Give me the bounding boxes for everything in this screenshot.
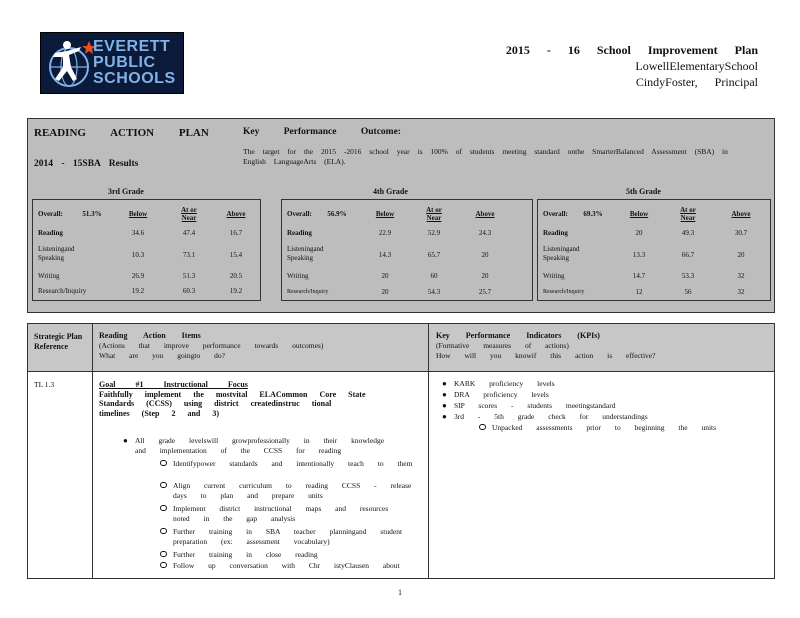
action-items-sub1: (Actions that improve performance towards outcomes): [99, 341, 324, 350]
cell-near: 52.9: [427, 229, 441, 237]
sub-item-text: Align current curriculum to reading CCSS - release days to plan and prepare units: [173, 481, 412, 500]
cell-near: 53.3: [681, 272, 695, 280]
circle-bullet-icon: [160, 460, 167, 466]
kpo-label: Key Performance Outcome:: [243, 127, 401, 137]
overall-label: Overall:: [543, 210, 568, 218]
cell-below: 12: [635, 288, 643, 296]
cell-above: 15.4: [229, 251, 243, 259]
grade-3-results: [32, 199, 261, 301]
goal-title: Goal #1 Instructional Focus: [99, 380, 248, 389]
row-label: Reading: [287, 229, 312, 237]
cell-near: 66.7: [681, 251, 695, 259]
row-label: Writing: [543, 272, 565, 280]
action-plan-title: READING ACTION PLAN: [34, 127, 209, 139]
kpi-text: DRA proficiency levels: [454, 390, 549, 399]
list-item: [492, 423, 762, 433]
goal-line-3: timelines (Step 2 and 3): [99, 408, 219, 418]
row-label: Listeningand Speaking: [287, 245, 324, 262]
circle-bullet-icon: [160, 482, 167, 488]
col-at-or-near: At or Near: [426, 206, 442, 222]
cell-above: 20: [737, 251, 745, 259]
goal-line-2: Standards (CCSS) using district createdinstruc tional: [99, 399, 332, 408]
cell-near: 60.3: [182, 287, 196, 295]
grade-3-label: 3rd Grade: [108, 187, 144, 196]
list-item: [442, 390, 754, 400]
logo-line-3: SCHOOLS: [93, 70, 176, 87]
cell-above: 30.7: [734, 229, 748, 237]
circle-bullet-icon: [160, 562, 167, 568]
kpis-heading: Key Performance Indicators (KPIs): [436, 331, 600, 340]
col-above: Above: [731, 210, 751, 218]
school-name: LowellElementarySchool: [635, 59, 758, 73]
cell-above: 20.5: [229, 272, 243, 280]
cell-above: 32: [737, 272, 745, 280]
action-items-table: [27, 323, 775, 579]
col-kpis: [436, 331, 766, 361]
cell-above: 32: [737, 288, 745, 296]
cell-near: 51.3: [182, 272, 196, 280]
row-label: Writing: [287, 272, 309, 280]
cell-above: 25.7: [478, 288, 492, 296]
action-items-heading: Reading Action Items: [99, 331, 201, 340]
overall-value: 69.3%: [583, 210, 603, 218]
bullet-icon: ●: [442, 379, 447, 388]
plan-title: 2015 - 16 School Improvement Plan: [505, 43, 758, 57]
action-items-sub2: What are you goingto do?: [99, 351, 225, 360]
cell-below: 26.9: [131, 272, 145, 280]
col-above: Above: [226, 210, 246, 218]
cell-below: 20: [635, 229, 643, 237]
cell-near: 54.3: [427, 288, 441, 296]
grade-5-results: [537, 199, 771, 301]
page-number: 1: [398, 588, 402, 597]
cell-near: 73.1: [182, 251, 196, 259]
logo-line-2: PUBLIC: [93, 54, 156, 71]
cell-near: 49.3: [681, 229, 695, 237]
page-header: [506, 42, 758, 90]
col-above: Above: [475, 210, 495, 218]
list-item: [173, 550, 413, 560]
col-below: Below: [375, 210, 395, 218]
col-strategic-plan-ref: Strategic Plan Reference: [34, 332, 83, 351]
row-label: Listeningand Speaking: [543, 245, 580, 262]
cell-below: 14.7: [632, 272, 646, 280]
grade-4-label: 4th Grade: [373, 187, 408, 196]
list-item: [173, 459, 413, 469]
grade-4-results: [281, 199, 533, 301]
cell-above: 20: [481, 272, 489, 280]
row-label: Reading: [38, 229, 63, 237]
cell-near: 56: [684, 288, 692, 296]
cell-near: 65.7: [427, 251, 441, 259]
cell-below: 14.3: [378, 251, 392, 259]
district-logo: [40, 32, 184, 94]
cell-above: 24.3: [478, 229, 492, 237]
kpi-text: SIP scores - students meetingstandard: [454, 401, 616, 410]
cell-below: 10.3: [131, 251, 145, 259]
cell-below: 13.3: [632, 251, 646, 259]
reading-action-plan-box: [27, 118, 775, 313]
cell-above: 16.7: [229, 229, 243, 237]
row-label: Research/Inquiry: [543, 289, 585, 295]
grade-5-label: 5th Grade: [626, 187, 661, 196]
star-figure-icon: [45, 37, 97, 91]
kpi-sub-text: Unpacked assessments prior to beginning the units: [492, 423, 717, 432]
principal-name: CindyFoster, Principal: [635, 75, 758, 89]
col-at-or-near: At or Near: [680, 206, 696, 222]
circle-bullet-icon: [479, 424, 486, 430]
cell-below: 20: [381, 272, 389, 280]
row-label: Writing: [38, 272, 60, 280]
col-action-items: [99, 331, 419, 361]
cell-above: 19.2: [229, 287, 243, 295]
cell-near: 47.4: [182, 229, 196, 237]
sub-item-text: Identifypower standards and intentionally teach to them: [173, 459, 413, 468]
overall-value: 51.3%: [82, 210, 102, 218]
row-label: Listeningand Speaking: [38, 245, 75, 262]
row-label: Reading: [543, 229, 568, 237]
circle-bullet-icon: [160, 528, 167, 534]
overall-label: Overall:: [38, 210, 63, 218]
column-divider: [92, 324, 93, 578]
overall-value: 56.9%: [327, 210, 347, 218]
list-item: [173, 504, 413, 523]
cell-above: 20: [481, 251, 489, 259]
target-statement: The target for the 2015 -2016 school year is 100% of students meeting standard onthe SmarterBalanced Assessment (SBA) in English LanguageArts (ELA).: [243, 147, 728, 166]
col-below: Below: [128, 210, 148, 218]
col-below: Below: [629, 210, 649, 218]
overall-label: Overall:: [287, 210, 312, 218]
sub-item-text: Further training in close reading: [173, 550, 318, 559]
list-item: [123, 436, 405, 455]
sba-results-label: 2014 - 15SBA Results: [34, 159, 139, 169]
list-item: [173, 481, 413, 500]
goal-block: [99, 380, 419, 418]
cell-near: 60: [430, 272, 438, 280]
goal-line-1: Faithfully implement the mostvital ELACommon Core State: [99, 389, 366, 399]
col-at-or-near: At or Near: [181, 206, 197, 222]
cell-below: 34.6: [131, 229, 145, 237]
sub-item-text: Follow up conversation with Chr istyClausen about: [173, 561, 400, 570]
bullet-text: All grade levelswill growprofessionally in their knowledge and implementation of the CCSS for reading: [135, 436, 385, 455]
list-item: [442, 412, 754, 422]
kpis-sub2: How will you knowif this action is effective?: [436, 351, 656, 360]
bullet-icon: ●: [442, 401, 447, 410]
list-item: [173, 561, 413, 571]
bullet-icon: ●: [123, 436, 128, 445]
row-label: Research/Inquiry: [38, 287, 87, 295]
bullet-icon: ●: [442, 412, 447, 421]
plan-reference: TL 1.3: [34, 380, 55, 389]
logo-line-1: EVERETT: [93, 38, 171, 55]
kpis-sub1: (Formative measures of actions): [436, 341, 569, 350]
column-divider: [428, 324, 429, 578]
sub-item-text: Further training in SBA teacher planningand student preparation (ex: assessment vocabulary): [173, 527, 403, 546]
sub-item-text: Implement district instructional maps and resources noted in the gap analysis: [173, 504, 389, 523]
list-item: [442, 401, 754, 411]
list-item: [173, 527, 413, 546]
circle-bullet-icon: [160, 505, 167, 511]
cell-below: 19.2: [131, 287, 145, 295]
kpi-text: 3rd - 5th grade check for understandings: [454, 412, 648, 421]
cell-below: 22.9: [378, 229, 392, 237]
bullet-icon: ●: [442, 390, 447, 399]
cell-below: 20: [381, 288, 389, 296]
row-label: Research/Inquiry: [287, 289, 329, 295]
kpi-text: KARK proficiency levels: [454, 379, 555, 388]
circle-bullet-icon: [160, 551, 167, 557]
list-item: [442, 379, 754, 389]
